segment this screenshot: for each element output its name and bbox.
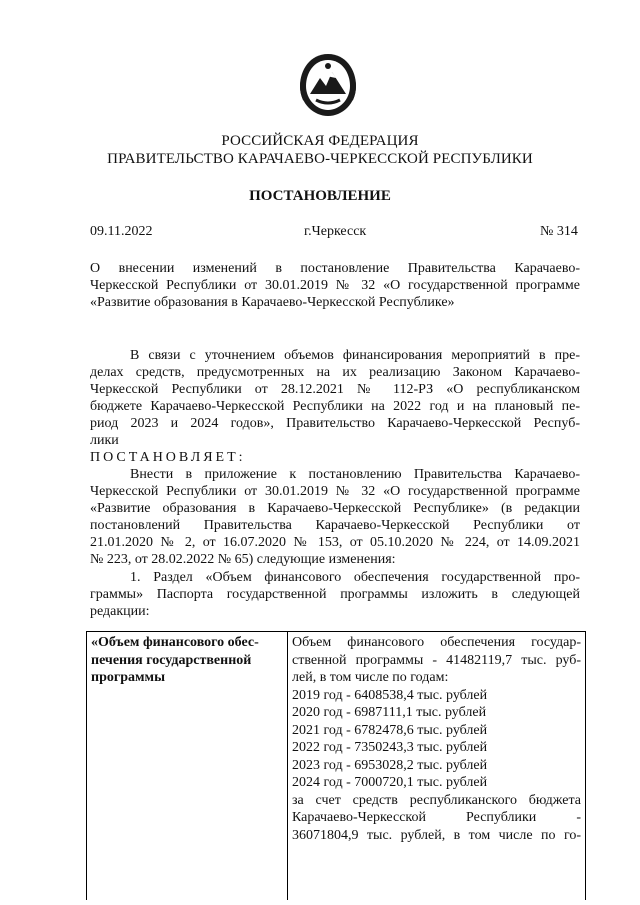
preamble-paragraph [90,347,580,449]
coat-of-arms-emblem [296,50,360,120]
value-line: Объем финансового обеспечения государ- [292,635,581,650]
label-line: печения государственной [91,652,252,668]
body-line: постановлений Правительства Карачаево-Черкесской Республики от [90,518,580,533]
value-line: 2024 год - 7000720,1 тыс. рублей [292,775,488,790]
document-city: г.Черкесск [304,224,367,239]
label-line: программы [91,670,165,685]
preamble-line: Черкесской Республики от 28.12.2021 № 112-РЗ «О республиканском [90,382,580,397]
preamble-line: лики [90,433,119,448]
document-type-title: ПОСТАНОВЛЕНИЕ [249,188,391,204]
table-row [87,632,586,902]
body-line: № 223, от 28.02.2022 № 65) следующие изменения: [90,552,396,567]
financing-label-cell [87,632,288,902]
financing-value-cell [288,632,586,902]
page-bottom-edge [86,900,586,905]
header-country: РОССИЙСКАЯ ФЕДЕРАЦИЯ [221,133,419,149]
value-line: лей, в том числе по годам: [292,670,449,685]
value-line: 36071804,9 тыс. рублей, в том числе по го- [292,827,581,843]
document-date: 09.11.2022 [90,224,153,239]
resolves-heading: ПОСТАНОВЛЯЕТ: [90,450,246,465]
value-line: Карачаево-Черкесской Республики - [292,810,581,825]
value-line: 2019 год - 6408538,4 тыс. рублей [292,687,488,703]
resolution-paragraph [90,466,580,568]
body-line: 21.01.2020 № 2, от 16.07.2020 № 153, от 05.10.2020 № 224, от 14.09.2021 [90,535,580,550]
document-subject [90,260,580,311]
subject-line: О внесении изменений в постановление Правительства Карачаево- [90,261,580,276]
preamble-line: В связи с уточнением объемов финансирования мероприятий в пре- [130,348,580,363]
subject-line: Черкесской Республики от 30.01.2019 № 32 «О государственной программе [90,278,580,293]
body-line: Черкесской Республики от 30.01.2019 № 32 «О государственной программе [90,484,580,499]
body-line: Внести в приложение к постановлению Правительства Карачаево- [130,467,580,482]
preamble-line: делах средств, предусмотренных на их реализацию Законом Карачаево- [90,365,580,380]
value-line: 2022 год - 7350243,3 тыс. рублей [292,740,488,755]
value-line: 2020 год - 6987111,1 тыс. рублей [292,705,487,720]
value-line: ственной программы - 41482119,7 тыс. руб- [292,652,581,668]
item-line: граммы» Паспорта государственной программы изложить в следующей [90,587,580,602]
item-1-paragraph [90,569,580,620]
body-line: «Развитие образования в Карачаево-Черкесской Республике» (в редакции [90,501,580,516]
label-line: «Объем финансового обес- [91,635,259,650]
preamble-line: риод 2023 и 2024 годов», Правительство Карачаево-Черкесской Респуб- [90,416,580,431]
document-number: № 314 [540,224,578,239]
preamble-line: бюджете Карачаево-Черкесской Республики на 2022 год и на плановый пе- [90,399,580,414]
subject-line: «Развитие образования в Карачаево-Черкесской Республике» [90,295,455,310]
value-line: за счет средств республиканского бюджета [292,792,581,808]
item-line: 1. Раздел «Объем финансового обеспечения государственной про- [130,570,580,585]
value-line: 2021 год - 6782478,6 тыс. рублей [292,722,488,738]
item-line: редакции: [90,604,150,619]
value-line: 2023 год - 6953028,2 тыс. рублей [292,757,488,773]
financing-table [86,631,586,902]
header-government: ПРАВИТЕЛЬСТВО КАРАЧАЕВО-ЧЕРКЕССКОЙ РЕСПУБЛИКИ [107,151,533,167]
